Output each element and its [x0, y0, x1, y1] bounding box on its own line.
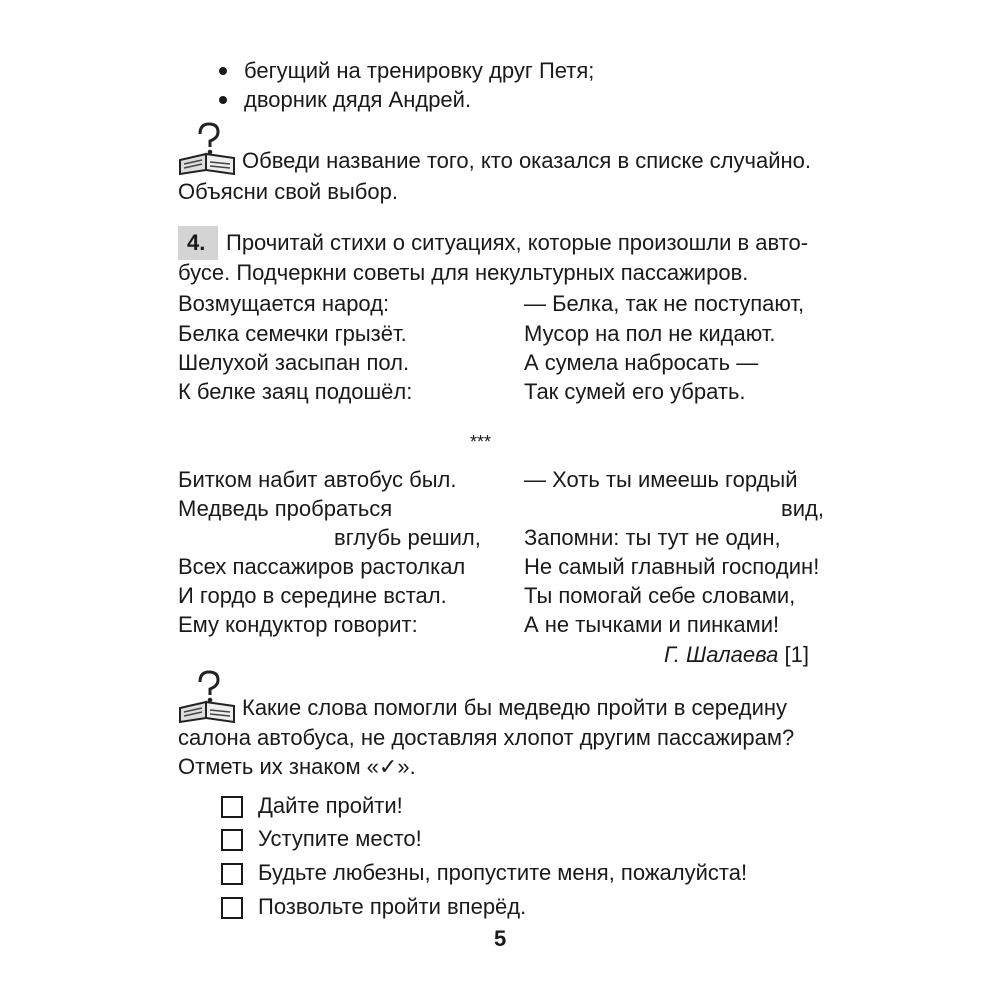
poem-line: вид, [781, 496, 824, 521]
poem-line: Запомни: ты тут не один, [524, 525, 781, 550]
option-checkbox[interactable] [221, 796, 243, 818]
poem-line: К белке заяц подошёл: [178, 379, 413, 404]
option-label: Уступите место! [258, 826, 422, 851]
task-question-line: салона автобуса, не доставляя хлопот другим пассажирам? [178, 725, 795, 750]
bullet-dot-icon [219, 96, 227, 104]
poem-line: Шелухой засыпан пол. [178, 350, 410, 375]
poem-line: Ему кондуктор говорит: [178, 612, 418, 637]
author-reference: [1] [784, 642, 809, 667]
task-question-line: Отметь их знаком «✓». [178, 754, 416, 779]
option-checkbox[interactable] [221, 829, 243, 851]
open-book-question-icon [176, 668, 240, 724]
poem-line: вглубь решил, [334, 525, 481, 550]
task-question-line: Обведи название того, кто оказался в списке случайно. [242, 148, 812, 173]
bullet-dot-icon [219, 67, 227, 75]
poem-line: Всех пассажиров растолкал [178, 554, 466, 579]
poem-line: Битком набит автобус был. [178, 467, 457, 492]
option-label: Позвольте пройти вперёд. [258, 894, 527, 919]
option-checkbox[interactable] [221, 897, 243, 919]
poem-line: А сумела набросать — [524, 350, 759, 375]
exercise-number: 4. [187, 230, 206, 255]
open-book-question-icon [176, 120, 240, 176]
exercise-instruction-line: Прочитай стихи о ситуациях, которые произошли в авто- [226, 230, 809, 255]
poem-author [664, 640, 809, 670]
poem-line: Так сумей его убрать. [524, 379, 746, 404]
poem-line: — Белка, так не поступают, [524, 291, 805, 316]
poem-line: И гордо в середине встал. [178, 583, 447, 608]
bullet-item: бегущий на тренировку друг Петя; [244, 58, 595, 83]
section-separator: *** [470, 432, 492, 452]
poem-line: Медведь пробраться [178, 496, 393, 521]
poem-line: Белка семечки грызёт. [178, 321, 407, 346]
option-checkbox[interactable] [221, 863, 243, 885]
task-question-line: Объясни свой выбор. [178, 179, 398, 204]
poem-line: Не самый главный господин! [524, 554, 820, 579]
poem-line: — Хоть ты имеешь гордый [524, 467, 798, 492]
poem-line: Возмущается народ: [178, 291, 390, 316]
poem-line: А не тычками и пинками! [524, 612, 780, 637]
poem-line: Ты помогай себе словами, [524, 583, 796, 608]
poem-line: Мусор на пол не кидают. [524, 321, 776, 346]
option-label: Будьте любезны, пропустите меня, пожалуйста! [258, 860, 748, 885]
exercise-instruction-line: бусе. Подчеркни советы для некультурных пассажиров. [178, 260, 749, 285]
option-label: Дайте пройти! [258, 793, 403, 818]
author-name: Г. Шалаева [664, 642, 779, 667]
task-question-line: Какие слова помогли бы медведю пройти в середину [242, 695, 788, 720]
bullet-item: дворник дядя Андрей. [244, 87, 472, 112]
page-number: 5 [494, 926, 507, 951]
